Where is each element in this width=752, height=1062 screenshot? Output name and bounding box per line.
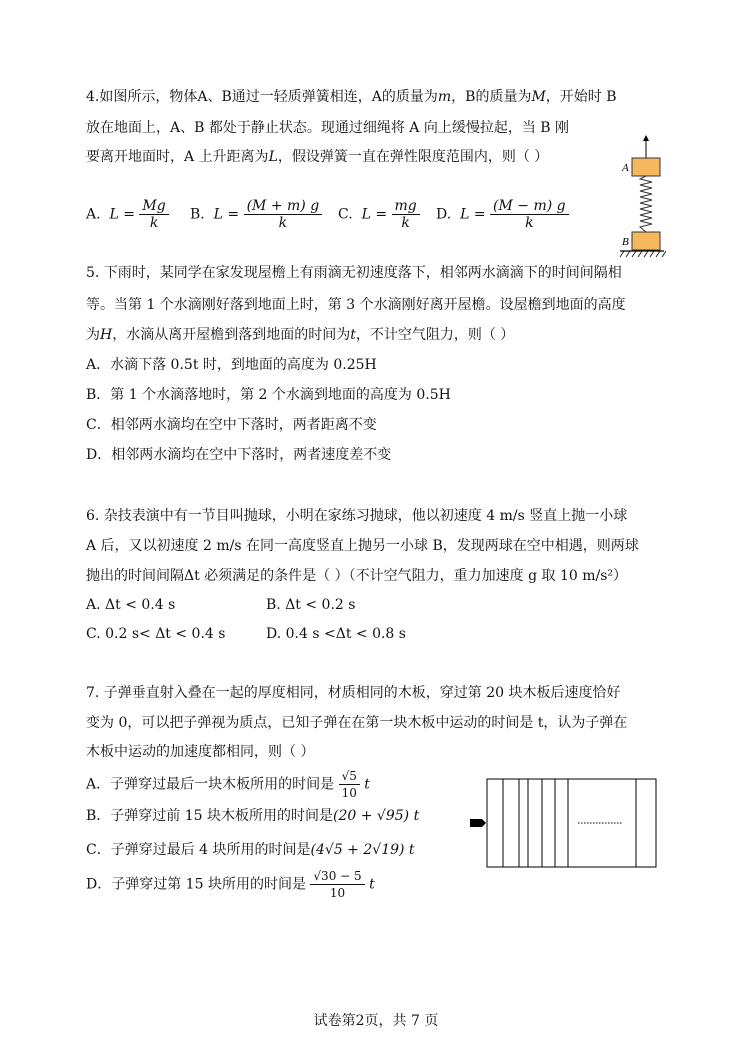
q4-line-2: 放在地面上，A、B 都处于静止状态。现通过细绳将 A 向上缓慢拉起，当 B 刚 — [86, 120, 570, 136]
q6-line-2: A 后，又以初速度 2 m/s 在同一高度竖直上抛另一小球 B，发现两球在空中相遇，则两球 — [86, 538, 639, 554]
label-a: A — [622, 162, 629, 174]
q6-option-c: C. 0.2 s< Δt < 0.4 s — [86, 626, 226, 642]
q5-option-b: B．第 1 个水滴落地时，第 2 个水滴到地面的高度为 0.5H — [86, 387, 451, 403]
label-b: B — [622, 236, 629, 248]
spring — [640, 176, 652, 232]
q4-option-a: A. L = $\frac{Mg}{k}$ — [86, 198, 169, 231]
q7-option-d: D．子弹穿过第 15 块所用的时间是 $\frac{√30 - 5}{10}$ t — [86, 869, 375, 900]
board-stack — [487, 779, 656, 867]
q5-option-c: C．相邻两水滴均在空中下落时，两者距离不变 — [86, 417, 377, 433]
spring-figure — [616, 135, 666, 260]
q4-option-b: B. L = $\frac{(M + m) g}{k}$ — [190, 198, 322, 231]
q7-line-1: 7. 子弹垂直射入叠在一起的厚度相同，材质相同的木板，穿过第 20 块木板后速度恰好 — [86, 685, 621, 701]
q6-line-1: 6. 杂技表演中有一节目叫抛球，小明在家练习抛球，他以初速度 4 m/s 竖直上抛一小球 — [86, 508, 628, 524]
q5-option-d: D．相邻两水滴均在空中下落时，两者速度差不变 — [86, 447, 392, 463]
q6-option-b: B. Δt < 0.2 s — [266, 597, 356, 613]
q7-line-2: 变为 0，可以把子弹视为质点，已知子弹在在第一块木板中运动的时间是 t，认为子弹在 — [86, 715, 628, 731]
q7-option-b: B．子弹穿过前 15 块木板所用的时间是(20 + √95) t — [86, 808, 420, 824]
q7-option-c: C．子弹穿过最后 4 块所用的时间是(4√5 + 2√19) t — [86, 842, 415, 858]
q6-option-d: D. 0.4 s <Δt < 0.8 s — [266, 626, 406, 642]
q6-line-3: 抛出的时间间隔Δt 必须满足的条件是（ ）（不计空气阻力，重力加速度 g 取 10 m/s²） — [86, 568, 628, 584]
q7-option-a: A．子弹穿过最后一块木板所用的时间是 $\frac{√5}{10}$ t — [86, 769, 370, 800]
q4-option-c: C. L = $\frac{mg}{k}$ — [338, 198, 420, 231]
q4-option-d: D. L = $\frac{(M - m) g}{k}$ — [436, 198, 569, 231]
q5-option-a: A．水滴下落 0.5t 时，到地面的高度为 0.25H — [86, 357, 377, 373]
page-footer: 试卷第2页，共 7 页 — [313, 1013, 439, 1029]
q5-line-1: 5. 下雨时，某同学在家发现屋檐上有雨滴无初速度落下，相邻两水滴滴下的时间间隔相 — [86, 265, 622, 281]
bullet — [470, 819, 486, 827]
block-a — [632, 158, 660, 176]
q5-line-2: 等。当第 1 个水滴刚好落到地面上时，第 3 个水滴刚好离开屋檐。设屋檐到地面的高度 — [86, 297, 626, 313]
q7-line-3: 木板中运动的加速度都相同，则（ ） — [86, 744, 315, 760]
boards-figure — [466, 777, 662, 869]
q4-line-1: 4.如图所示，物体A、B通过一轻质弹簧相连，A的质量为m，B的质量为M，开始时 B — [86, 89, 617, 105]
q4-line-3: 要离开地面时，A 上升距离为L，假设弹簧一直在弹性限度范围内，则（ ） — [86, 149, 549, 165]
q5-line-3: 为H，水滴从离开屋檐到落到地面的时间为t，不计空气阻力，则（ ） — [86, 327, 515, 343]
q6-option-a: A. Δt < 0.4 s — [86, 597, 176, 613]
block-b — [632, 232, 660, 250]
